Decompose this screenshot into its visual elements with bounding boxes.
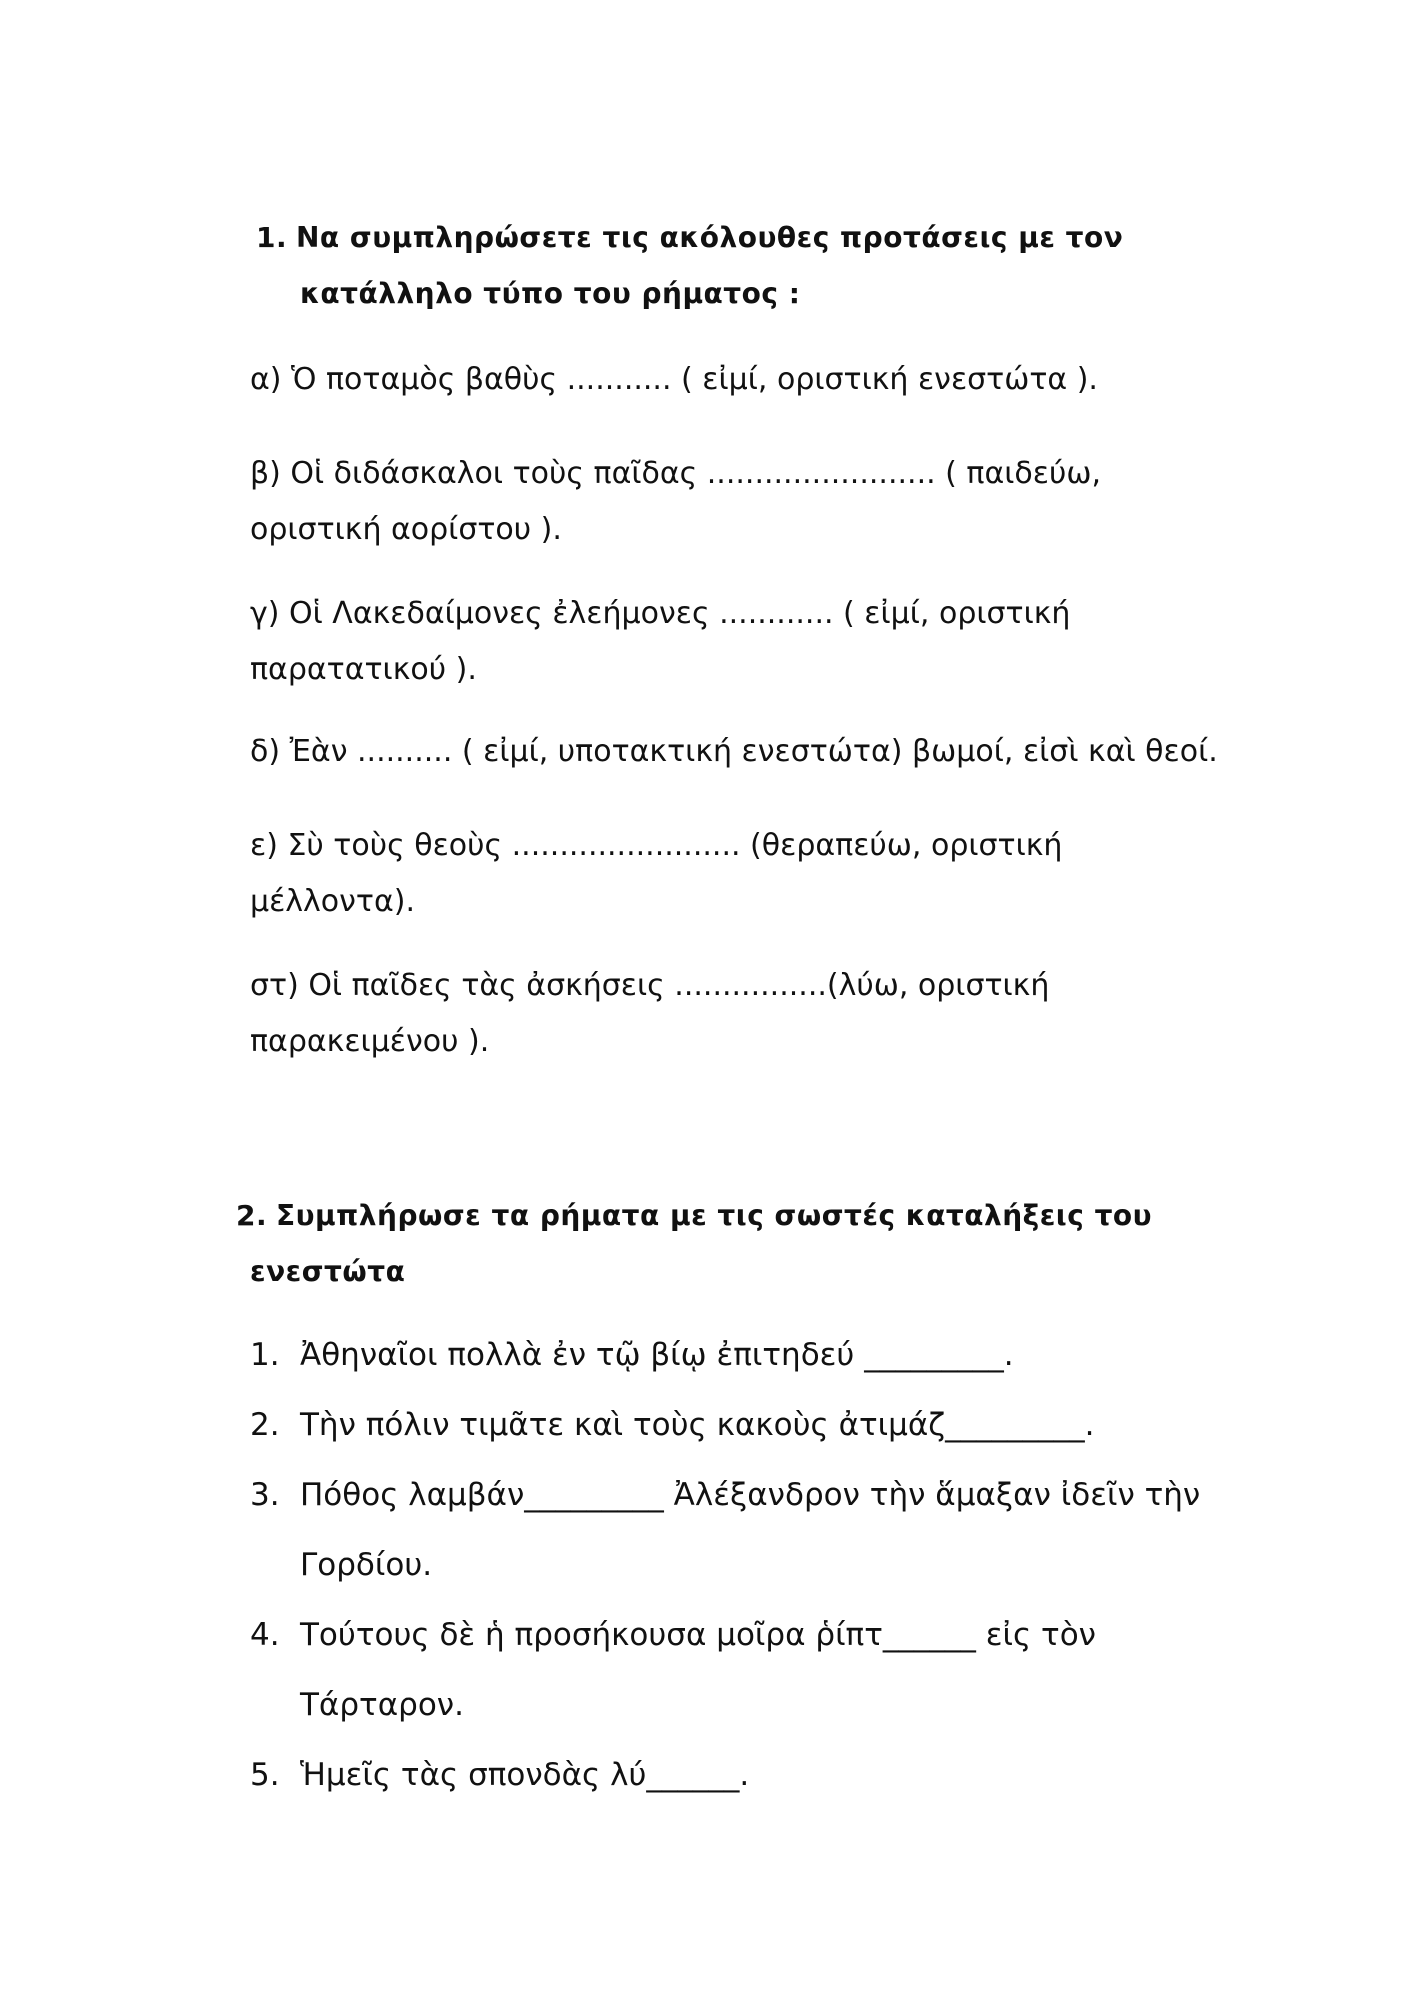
exercise-2-title-line2: ενεστώτα [250,1255,406,1288]
item-text-cont: μέλλοντα). [250,884,415,919]
item-text-cont: παρατατικού ). [250,652,477,687]
item-text-cont: παρακειμένου ). [250,1024,490,1059]
list-item [250,1390,1200,1460]
exercise-1-title-line2: κατάλληλο τύπο του ρήματος : [300,277,801,310]
list-item-text: Ἀθηναῖοι πολλὰ ἐν τῷ βίῳ ἐπιτηδεύ _________. [300,1337,1014,1373]
list-item-number: 4. [250,1617,280,1653]
list-item [250,1320,1200,1390]
list-item-text: Τούτους δὲ ἡ προσήκουσα μοῖρα ῥίπτ______ εἰς τὸν [300,1617,1096,1653]
list-item-text: Πόθος λαμβάν_________ Ἀλέξανδρον τὴν ἅμαξαν ἰδεῖν τὴν [300,1477,1201,1513]
item-text-cont: οριστική αορίστου ). [250,512,562,547]
exercise-2-title-line1: Συμπλήρωσε τα ρήματα με τις σωστές καταλήξεις του [276,1199,1153,1232]
item-text: β) Οἱ διδάσκαλοι τοὺς παῖδας ........................ ( παιδεύω, [250,456,1101,491]
list-item-number: 1. [250,1337,280,1373]
list-item-text-cont: Τάρταρον. [300,1687,464,1723]
list-item-text: Τὴν πόλιν τιμᾶτε καὶ τοὺς κακοὺς ἀτιμάζ_________. [300,1407,1095,1443]
list-item-number: 2. [250,1407,280,1443]
exercise-2-title [236,1188,1152,1300]
list-item-text: Ἡμεῖς τὰς σπονδὰς λύ______. [300,1757,750,1793]
item-text: ε) Σὺ τοὺς θεοὺς ........................ (θεραπεύω, οριστική [250,828,1063,863]
item-text: γ) Οἱ Λακεδαίμονες ἐλεήμονες ............ ( εἰμί, οριστική [250,596,1071,631]
exercise-2-list [250,1320,1200,1810]
exercise-1-title [256,210,1123,322]
item-text: δ) Ἐὰν .......... ( εἰμί, υποτακτική ενεστώτα) βωμοί, εἰσὶ καὶ θεοί. [250,734,1218,769]
item-text: στ) Οἱ παῖδες τὰς ἀσκήσεις ................(λύω, οριστική [250,968,1050,1003]
item-text: α) Ὁ ποταμὸς βαθὺς ........... ( εἰμί, οριστική ενεστώτα ). [250,362,1098,397]
exercise-1-item-a [250,352,1098,408]
list-item-number: 3. [250,1477,280,1513]
list-item [250,1600,1200,1740]
exercise-1-item-b [250,446,1101,558]
exercise-1-title-line1: Να συμπληρώσετε τις ακόλουθες προτάσεις με τον [296,221,1124,254]
list-item [250,1740,1200,1810]
exercise-1-number: 1. [256,221,288,254]
exercise-1-item-d [250,724,1218,780]
exercise-1-item-f [250,958,1049,1070]
exercise-1-item-c [250,586,1070,698]
list-item-number: 5. [250,1757,280,1793]
list-item [250,1460,1200,1600]
exercise-2-number: 2. [236,1199,268,1232]
exercise-1-item-e [250,818,1062,930]
list-item-text-cont: Γορδίου. [300,1547,433,1583]
